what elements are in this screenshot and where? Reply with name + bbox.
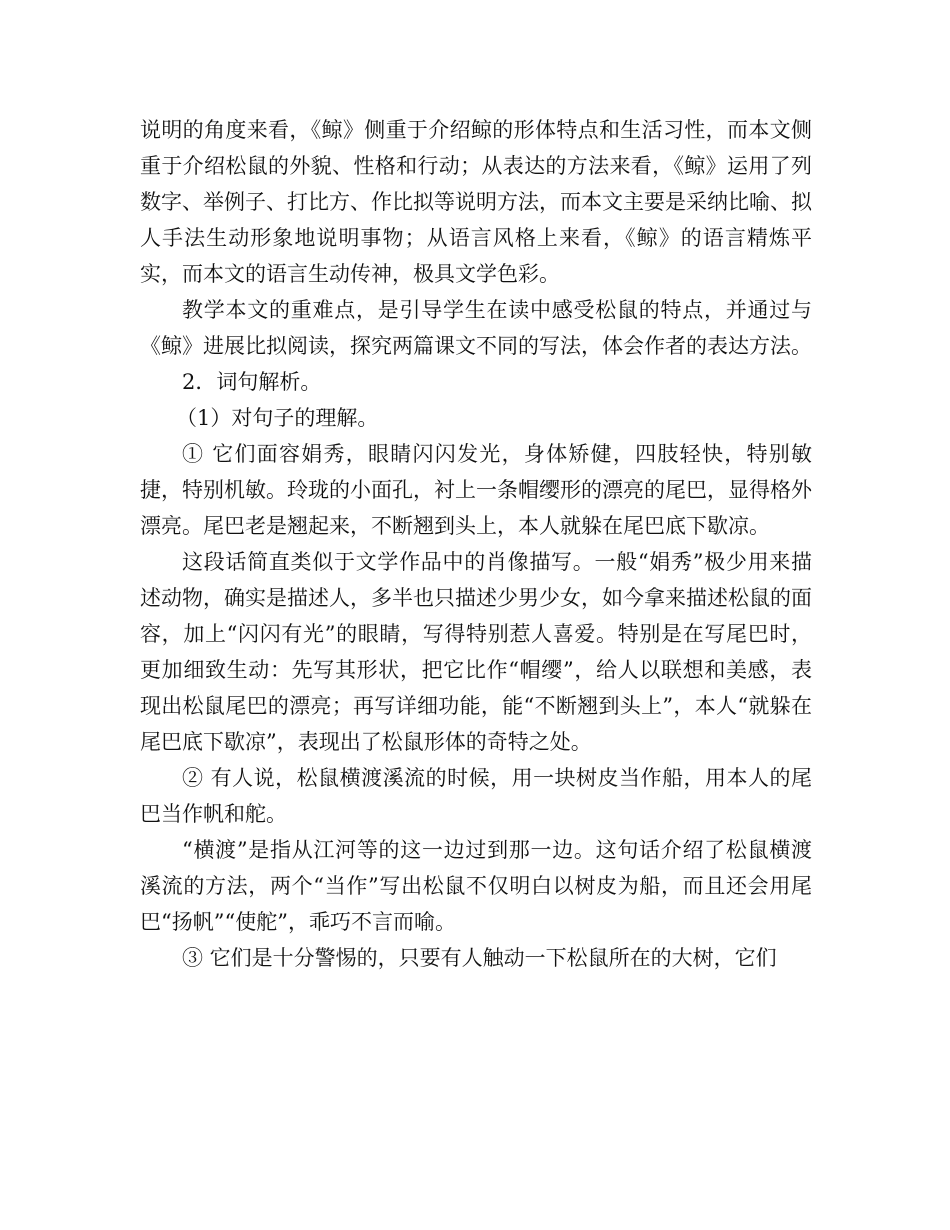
section-heading-word-analysis: 2．词句解析。 xyxy=(182,370,322,394)
document-body xyxy=(140,112,812,976)
quoted-sentence-1: ① 它们面容娟秀，眼睛闪闪发光，身体矫健，四肢轻快，特别敏捷，特别机敏。玲珑的小面孔，衬上一条帽缨形的漂亮的尾巴，显得格外漂亮。尾巴老是翘起来，不断翘到头上，本人就躲在尾巴底下歇凉。 xyxy=(140,442,812,538)
analysis-paragraph-1: 这段话简直类似于文学作品中的肖像描写。一般“娟秀”极少用来描述动物，确实是描述人，多半也只描述少男少女，如今拿来描述松鼠的面容，加上“闪闪有光”的眼睛，写得特别惹人喜爱。特别是在写尾巴时，更加细致生动：先写其形状，把它比作“帽缨”，给人以联想和美感，表现出松鼠尾巴的漂亮；再写详细功能，能“不断翘到头上”，本人“就躲在尾巴底下歇凉”，表现出了松鼠形体的奇特之处。 xyxy=(140,550,812,754)
subsection-heading-sentence-understanding: （1）对句子的理解。 xyxy=(176,406,379,430)
analysis-paragraph-2: “横渡”是指从江河等的这一边过到那一边。这句话介绍了松鼠横渡溪流的方法，两个“当作”写出松鼠不仅明白以树皮为船，而且还会用尾巴“扬帆”“使舵”，乖巧不言而喻。 xyxy=(140,838,812,934)
paragraph-continuation: 说明的角度来看，《鲸》侧重于介绍鲸的形体特点和生活习性，而本文侧重于介绍松鼠的外貌、性格和行动；从表达的方法来看，《鲸》运用了列数字、举例子、打比方、作比拟等说明方法，而本文主要是采纳比喻、拟人手法生动形象地说明事物；从语言风格上来看，《鲸》的语言精炼平实，而本文的语言生动传神，极具文学色彩。 xyxy=(140,118,812,286)
paragraph-teaching-focus: 教学本文的重难点，是引导学生在读中感受松鼠的特点，并通过与《鲸》进展比拟阅读，探究两篇课文不同的写法，体会作者的表达方法。 xyxy=(140,298,812,358)
quoted-sentence-2: ② 有人说，松鼠横渡溪流的时候，用一块树皮当作船，用本人的尾巴当作帆和舵。 xyxy=(140,766,812,826)
quoted-sentence-3: ③ 它们是十分警惕的，只要有人触动一下松鼠所在的大树，它们 xyxy=(182,946,777,970)
